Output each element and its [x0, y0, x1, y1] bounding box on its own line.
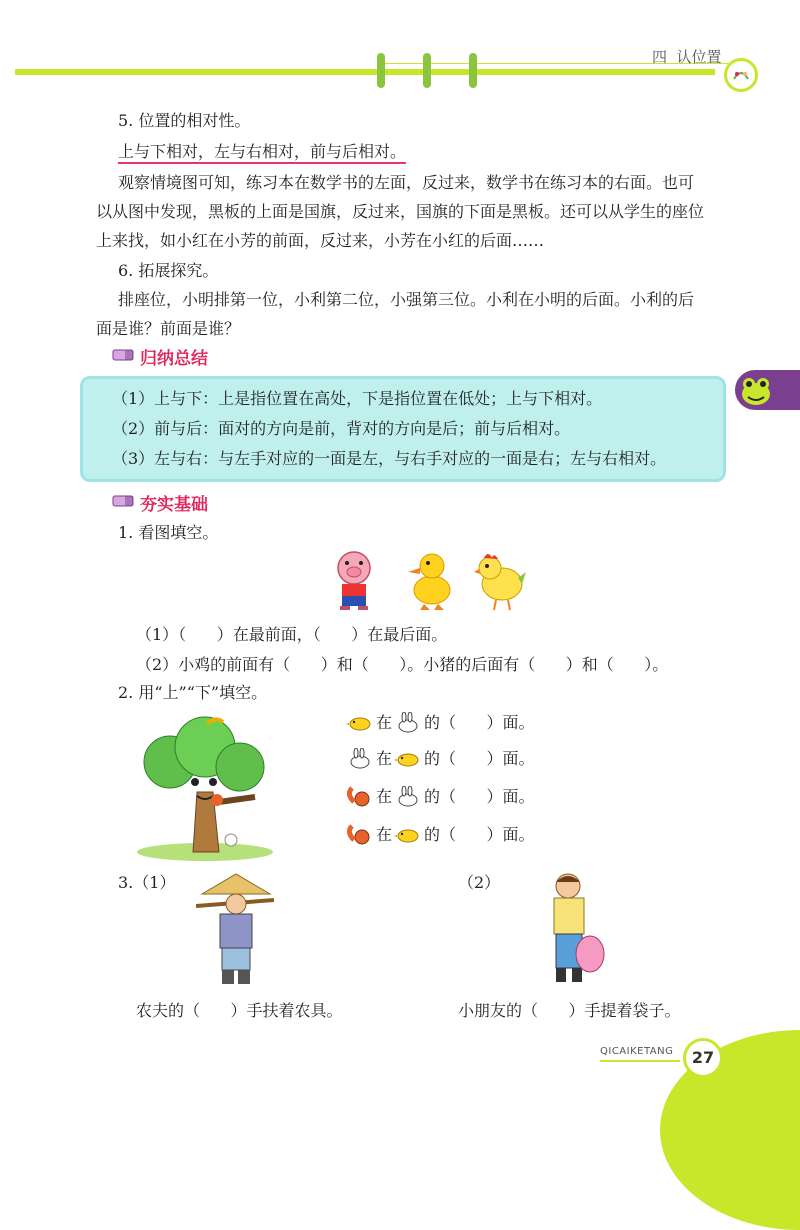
summary-line-3: （3）左与右：与左手对应的一面是左，与右手对应的一面是右；左与右相对。	[112, 449, 667, 468]
binder-ring-icon	[469, 53, 477, 88]
p5-rule-text: 上与下相对，左与右相对，前与后相对。	[118, 142, 406, 164]
q2-row-4-blank: 的（ ）面。	[424, 825, 535, 844]
q2-row-3-in: 在	[376, 787, 393, 806]
frog-icon	[738, 372, 774, 408]
summary-line-1: （1）上与下：上是指位置在高处，下是指位置在低处；上与下相对。	[112, 389, 603, 408]
p5-text-line3: 上来找，如小红在小芳的前面，反过来，小芳在小红的后面……	[96, 231, 545, 250]
child-illustration	[538, 870, 608, 988]
chick-illustration	[472, 548, 528, 612]
q2-row-1-blank: 的（ ）面。	[424, 713, 535, 732]
footer-brand: QICAIKETANG	[600, 1046, 674, 1057]
q1-part-a: （1）（ ）在最前面，（ ）在最后面。	[136, 625, 448, 644]
p5-rule	[118, 141, 406, 163]
p6-text-line2: 面是谁？前面是谁？	[96, 319, 241, 338]
bird-icon	[346, 714, 374, 732]
q2-row-3-blank: 的（ ）面。	[424, 787, 535, 806]
tree-illustration	[135, 712, 275, 862]
page-number: 27	[683, 1038, 723, 1078]
exercises-title: 夯实基础	[140, 495, 208, 515]
summary-title: 归纳总结	[140, 349, 208, 369]
q2-row-4	[346, 824, 566, 848]
footer-line	[600, 1060, 680, 1062]
eraser-icon	[112, 348, 134, 362]
header-badge-icon	[724, 58, 758, 92]
duck-illustration	[404, 548, 456, 612]
q2-row-2	[346, 748, 566, 772]
farmer-illustration	[196, 870, 276, 988]
p5-title: 5. 位置的相对性。	[118, 111, 251, 130]
binder-ring-icon	[377, 53, 385, 88]
squirrel-icon	[346, 786, 374, 808]
chapter-title: 四 认位置	[652, 48, 722, 66]
rabbit-icon	[394, 712, 422, 734]
q2-row-1-in: 在	[376, 713, 393, 732]
q3-label-1: 3.（1）	[118, 873, 176, 892]
rabbit-icon	[394, 786, 422, 808]
p5-text-line2: 以从图中发现，黑板的上面是国旗，反过来，国旗的下面是黑板。还可以从学生的座位	[96, 202, 705, 221]
p5-text-line1: 观察情境图可知，练习本在数学书的左面，反过来，数学书在练习本的右面。也可	[118, 173, 695, 192]
p6-title: 6. 拓展探究。	[118, 261, 219, 280]
q2-row-2-in: 在	[376, 749, 393, 768]
summary-line-2: （2）前与后：面对的方向是前，背对的方向是后；前与后相对。	[112, 419, 571, 438]
footer-corner	[660, 1030, 800, 1230]
header-bar	[15, 69, 715, 75]
q2-row-4-in: 在	[376, 825, 393, 844]
q3-caption-1: 农夫的（ ）手扶着农具。	[136, 1001, 343, 1020]
q2-title: 2. 用“上”“下”填空。	[118, 683, 268, 702]
q3-caption-2: 小朋友的（ ）手提着袋子。	[458, 1001, 681, 1020]
rabbit-icon	[346, 748, 374, 770]
q2-row-1	[346, 712, 566, 736]
bird-icon	[394, 750, 422, 768]
p6-text-line1: 排座位，小明排第一位，小利第二位，小强第三位。小利在小明的后面。小利的后	[118, 290, 695, 309]
q3-label-2: （2）	[458, 873, 501, 892]
binder-ring-icon	[423, 53, 431, 88]
eraser-icon	[112, 494, 134, 508]
bird-icon	[394, 826, 422, 844]
q2-row-3	[346, 786, 566, 810]
squirrel-icon	[346, 824, 374, 846]
q2-row-2-blank: 的（ ）面。	[424, 749, 535, 768]
q1-title: 1. 看图填空。	[118, 523, 219, 542]
pig-illustration	[325, 548, 383, 612]
q1-part-b: （2）小鸡的前面有（ ）和（ ）。小猪的后面有（ ）和（ ）。	[136, 655, 669, 674]
